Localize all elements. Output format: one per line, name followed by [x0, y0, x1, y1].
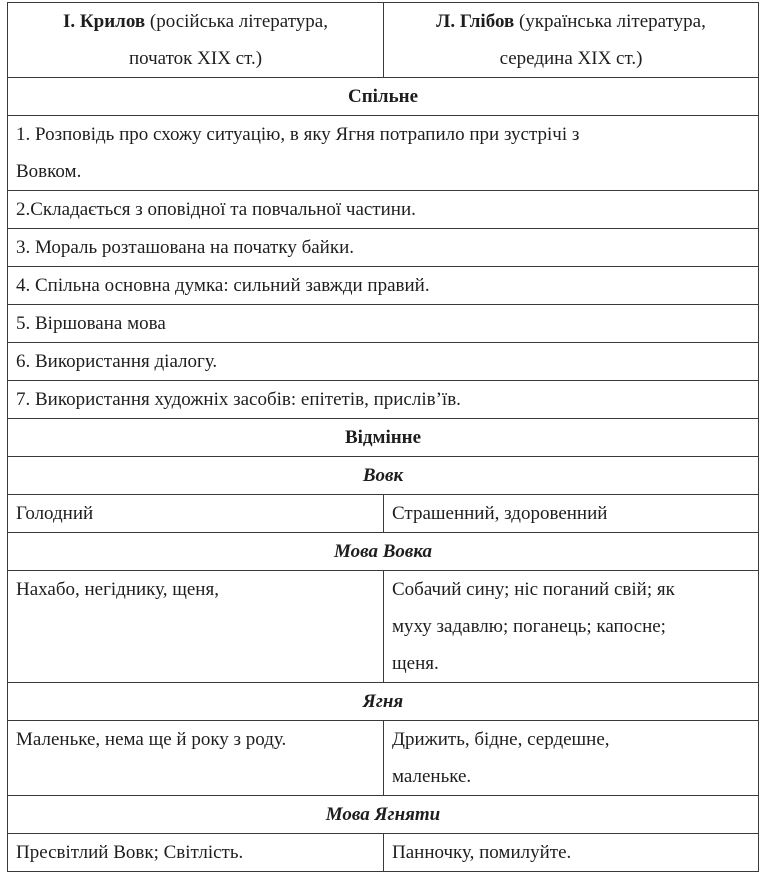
- common-item-row: [8, 116, 759, 191]
- section-title-row: [8, 533, 759, 571]
- differences-heading: Відмінне: [344, 427, 422, 448]
- wolf-speech-glibov-line-2: муху задавлю; поганець; капосне;: [392, 616, 666, 637]
- section-title-wolf: Вовк: [362, 465, 404, 486]
- section-title-lamb: Ягня: [362, 691, 404, 712]
- section-content-row: [8, 834, 759, 872]
- wolf-glibov: Страшенний, здоровенний: [392, 503, 608, 524]
- wolf-speech-glibov-line-1: Собачий сину; ніс поганий свій; як: [392, 579, 675, 600]
- common-item-row: [8, 229, 759, 267]
- lamb-speech-krylov: Пресвітлий Вовк; Світлість.: [16, 842, 244, 863]
- common-item-row: [8, 305, 759, 343]
- common-item-row: [8, 381, 759, 419]
- section-content-row: [8, 495, 759, 533]
- comparison-table: [7, 2, 759, 872]
- header-krylov-desc: (російська література,: [145, 11, 328, 32]
- common-item-5: 5. Віршована мова: [16, 313, 166, 334]
- common-item-row: [8, 191, 759, 229]
- section-title-row: [8, 457, 759, 495]
- common-item-2: 2.Складається з оповідної та повчальної частини.: [16, 199, 416, 220]
- lamb-glibov-line-1: Дрижить, бідне, сердешне,: [392, 729, 610, 750]
- header-glibov-desc: (українська література,: [514, 11, 706, 32]
- section-title-wolf-speech: Мова Вовка: [333, 541, 433, 562]
- section-content-row: [8, 571, 759, 683]
- header-krylov: [8, 3, 384, 78]
- wolf-krylov: Голодний: [16, 503, 94, 524]
- section-title-row: [8, 683, 759, 721]
- differences-heading-row: [8, 419, 759, 457]
- header-krylov-period: початок XIX ст.): [128, 48, 263, 69]
- author-glibov: Л. Глібов: [436, 11, 515, 32]
- common-item-1-line-2: Вовком.: [16, 161, 82, 182]
- common-item-4: 4. Спільна основна думка: сильний завжди правий.: [16, 275, 430, 296]
- header-row: [8, 3, 759, 78]
- common-heading: Спільне: [347, 86, 419, 107]
- section-title-row: [8, 796, 759, 834]
- section-content-row: [8, 721, 759, 796]
- common-item-row: [8, 267, 759, 305]
- common-item-1-line-1: 1. Розповідь про схожу ситуацію, в яку Ягня потрапило при зустрічі з: [16, 124, 580, 145]
- header-glibov-period: середина XIX ст.): [499, 48, 643, 69]
- common-item-6: 6. Використання діалогу.: [16, 351, 218, 372]
- author-krylov: І. Крилов: [63, 11, 146, 32]
- section-title-lamb-speech: Мова Ягняти: [325, 804, 441, 825]
- common-heading-row: [8, 78, 759, 116]
- wolf-speech-krylov: Нахабо, негіднику, щеня,: [16, 579, 219, 600]
- common-item-7: 7. Використання художніх засобів: епітетів, прислів’їв.: [16, 389, 461, 410]
- common-item-3: 3. Мораль розташована на початку байки.: [16, 237, 354, 258]
- lamb-krylov: Маленьке, нема ще й року з роду.: [16, 729, 287, 750]
- lamb-glibov-line-2: маленьке.: [392, 766, 472, 787]
- lamb-speech-glibov: Панночку, помилуйте.: [392, 842, 572, 863]
- common-item-row: [8, 343, 759, 381]
- wolf-speech-glibov-line-3: щеня.: [392, 653, 439, 674]
- header-glibov: [384, 3, 759, 78]
